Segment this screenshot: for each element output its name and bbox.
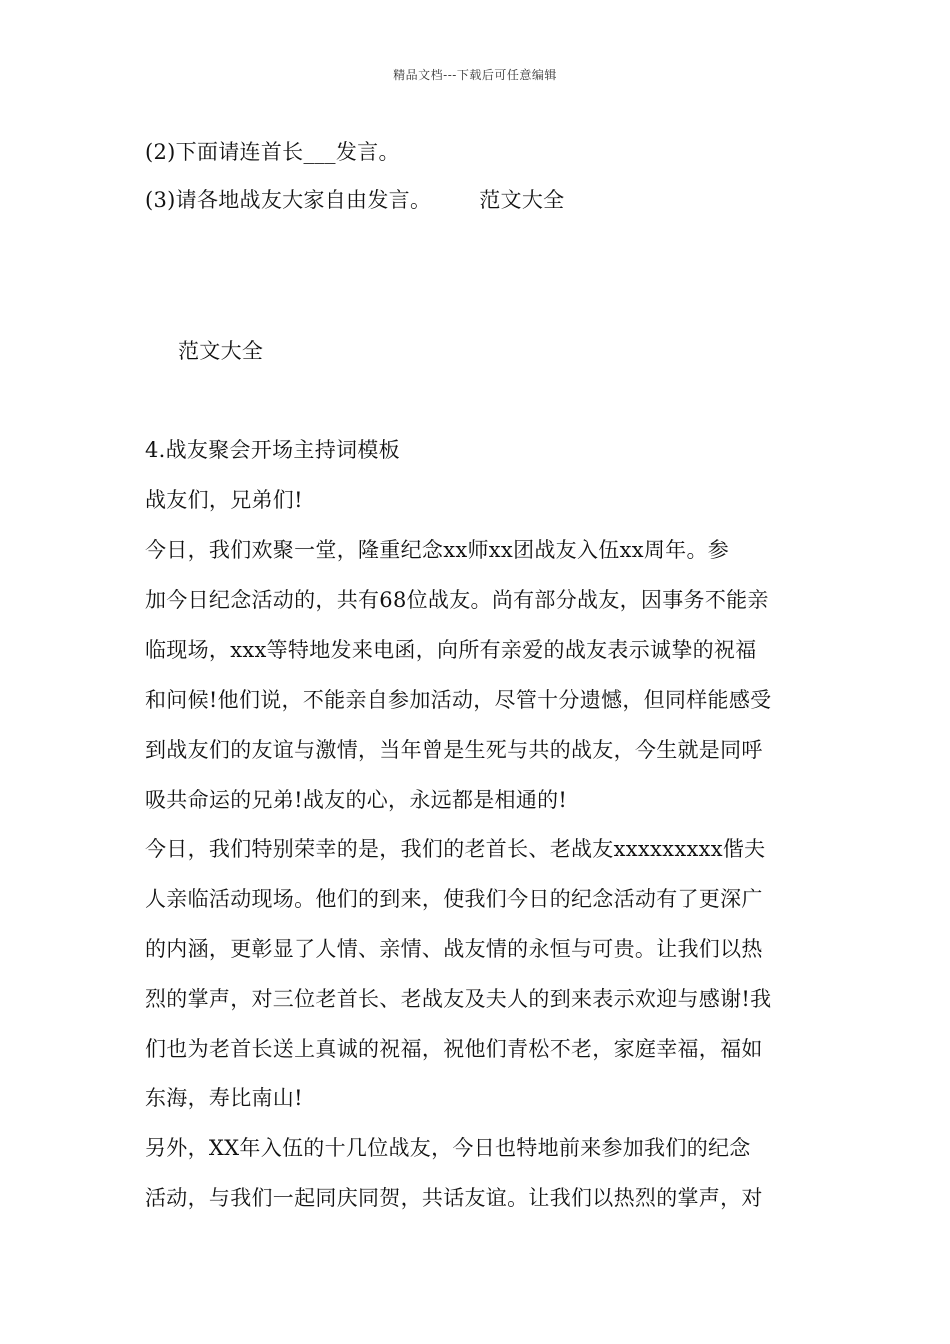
body-line: 烈的掌声，对三位老首长、老战友及夫人的到来表示欢迎与感谢!我 (145, 987, 772, 1011)
item-3-line (145, 187, 810, 213)
body-line: 今日，我们欢聚一堂，隆重纪念xx师xx团战友入伍xx周年。参 (145, 538, 730, 562)
body-line: 和问候!他们说，不能亲自参加活动，尽管十分遗憾，但同样能感受 (145, 688, 772, 712)
body-line: 加今日纪念活动的，共有68位战友。尚有部分战友，因事务不能亲 (145, 588, 769, 612)
page-header: 精品文档---下载后可任意编辑 (393, 68, 557, 82)
body-line: 们也为老首长送上真诚的祝福，祝他们青松不老，家庭幸福，福如 (145, 1037, 763, 1061)
body-line: 今日，我们特别荣幸的是，我们的老首长、老战友xxxxxxxxx偕夫 (145, 837, 766, 861)
body-line: 临现场，xxx等特地发来电函，向所有亲爱的战友表示诚挚的祝福 (145, 638, 757, 662)
item-3-suffix: 范文大全 (479, 188, 565, 212)
section-title: 4.战友聚会开场主持词模板 (145, 438, 400, 462)
item-3: (3)请各地战友大家自由发言。 (145, 188, 432, 212)
body-line: 吸共命运的兄弟!战友的心，永远都是相通的! (145, 788, 568, 812)
standalone-text: 范文大全 (178, 339, 264, 363)
body-line: 东海，寿比南山! (145, 1086, 303, 1110)
body-line: 另外，XX年入伍的十几位战友，今日也特地前来参加我们的纪念 (145, 1136, 751, 1160)
body-line: 到战友们的友谊与激情，当年曾是生死与共的战友，今生就是同呼 (145, 738, 763, 762)
body-line: 战友们，兄弟们! (145, 488, 303, 512)
body-line: 活动，与我们一起同庆同贺，共话友谊。让我们以热烈的掌声，对 (145, 1186, 763, 1210)
body-line: 的内涵，更彰显了人情、亲情、战友情的永恒与可贵。让我们以热 (145, 937, 763, 961)
item-2: (2)下面请连首长___发言。 (145, 140, 400, 164)
body-line: 人亲临活动现场。他们的到来，使我们今日的纪念活动有了更深广 (145, 887, 763, 911)
